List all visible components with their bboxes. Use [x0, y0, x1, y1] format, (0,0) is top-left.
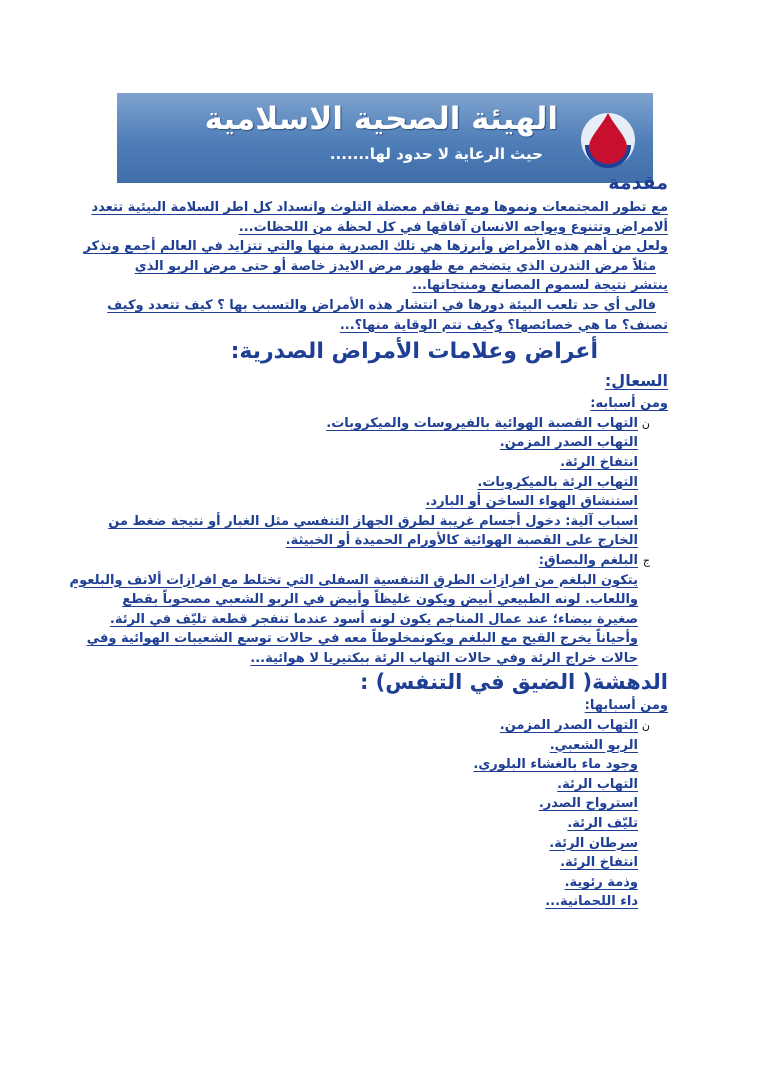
tagline: حيث الرعاية لا حدود لها....... — [329, 145, 543, 163]
list-item: ن التهاب القصبة الهوائية بالفيروسات والميكروبات. — [105, 414, 638, 434]
phlegm-line: وأحياناً يخرج القيح مع البلغم ويكونمخلوطاً معه في حالات توسع الشعيبات الهوائية وفي — [86, 631, 638, 647]
intro-line: مع تطور المجتمعات ونموها ومع تفاقم معضلة التلوث وانسداد كل اطر السلامة البيئية تتعدد — [91, 200, 668, 215]
phlegm-line: صغيرة بيضاء؛ عند عمال المناجم يكون لونه أسود عندما تنفجر قطعة تليّف في الرئة. — [109, 611, 638, 627]
bullet-icon: ن — [641, 719, 650, 733]
list-item: وذمة رئوية. — [564, 874, 638, 890]
intro-line: ينتشر نتيجة لسموم المصانع ومنتجاتها... — [412, 278, 668, 294]
cough-causes-list — [105, 414, 668, 571]
phlegm-line: حالات خراج الرئة وفي حالات التهاب الرئة ببكتيريا لا هوائية... — [250, 650, 638, 666]
list-item: الخارج على القصبة الهوائية كالأورام الحميدة أو الخبيثة. — [285, 533, 638, 549]
list-item: استرواح الصدر. — [538, 796, 638, 812]
list-item: انتفاخ الرئة. — [560, 454, 638, 470]
dyspnea-title: الدهشة( الضيق في التنفس) : — [359, 670, 668, 695]
dyspnea-causes-list — [105, 716, 668, 912]
phlegm-title: ج البلغم والبصاق: — [105, 551, 638, 571]
list-item: سرطان الرئة. — [549, 835, 638, 851]
list-item: استنشاق الهواء الساخن أو البارد. — [425, 494, 638, 510]
org-name: الهيئة الصحية الاسلامية — [204, 101, 558, 137]
cough-title: السعال: — [604, 371, 668, 391]
dyspnea-causes-label: ومن أسبابها: — [584, 698, 668, 714]
intro-line: مثلاً مرض التدرن الذي يتضخم مع ظهور مرض الايدز خاصة أو حتى مرض الربو الذي — [134, 258, 656, 274]
intro-line: فالى أي حد تلعب البيئة دورها في انتشار هذه الأمراض والتسبب بها ؟ كيف تتعدد وكيف — [107, 297, 656, 313]
drop-logo-icon — [577, 107, 639, 169]
list-item: وجود ماء بالغشاء البلوري. — [473, 757, 638, 773]
list-item: التهاب الرئة. — [557, 776, 638, 792]
intro-line: ولعل من أهم هذه الأمراض وأبرزها هي تلك الصدرية منها والتي تتزايد في العالم أجمع ونذكر — [83, 239, 668, 255]
intro-paragraph — [83, 198, 668, 335]
document-body — [69, 168, 668, 912]
phlegm-line: واللعاب. لونه الطبيعي أبيض ويكون غليظاً وأبيض في الربو الشعبي مصحوباً بقطع — [122, 592, 638, 608]
bullet-icon: ن — [641, 416, 650, 430]
list-item: التهاب الرئة بالميكروبات. — [477, 474, 638, 490]
phlegm-paragraph — [69, 571, 668, 669]
bullet-icon: ج — [642, 553, 650, 567]
list-item: التهاب الصدر المزمن. — [499, 435, 638, 451]
list-item: الربو الشعبي. — [549, 737, 638, 753]
list-item: داء اللحمانية... — [545, 894, 638, 910]
list-item: تليّف الرئة. — [567, 816, 638, 832]
list-item: انتفاخ الرئة. — [560, 855, 638, 871]
phlegm-line: يتكون البلغم من افرازات الطرق التنفسية السفلى التي تختلط مع افرازات ألانف والبلعوم — [69, 572, 638, 588]
symptoms-title: أعراض وعلامات الأمراض الصدرية: — [230, 339, 598, 365]
list-item: اسباب آلية: دخول أجسام غريبة لطرق الجهاز التنفسي مثل الغبار أو نتيجة ضغط من — [108, 513, 638, 529]
intro-line: تصنف؟ ما هي خصائصها؟ وكيف تتم الوقاية منها؟... — [339, 317, 668, 333]
intro-title: مقدمة — [608, 172, 668, 194]
list-item: ن التهاب الصدر المزمن. — [105, 716, 638, 736]
cough-causes-label: ومن أسبابه: — [590, 396, 668, 412]
intro-line: ألامراض وتتنوع ويواجه الانسان آفاقها في كل لحظة من اللحظات... — [238, 219, 668, 235]
